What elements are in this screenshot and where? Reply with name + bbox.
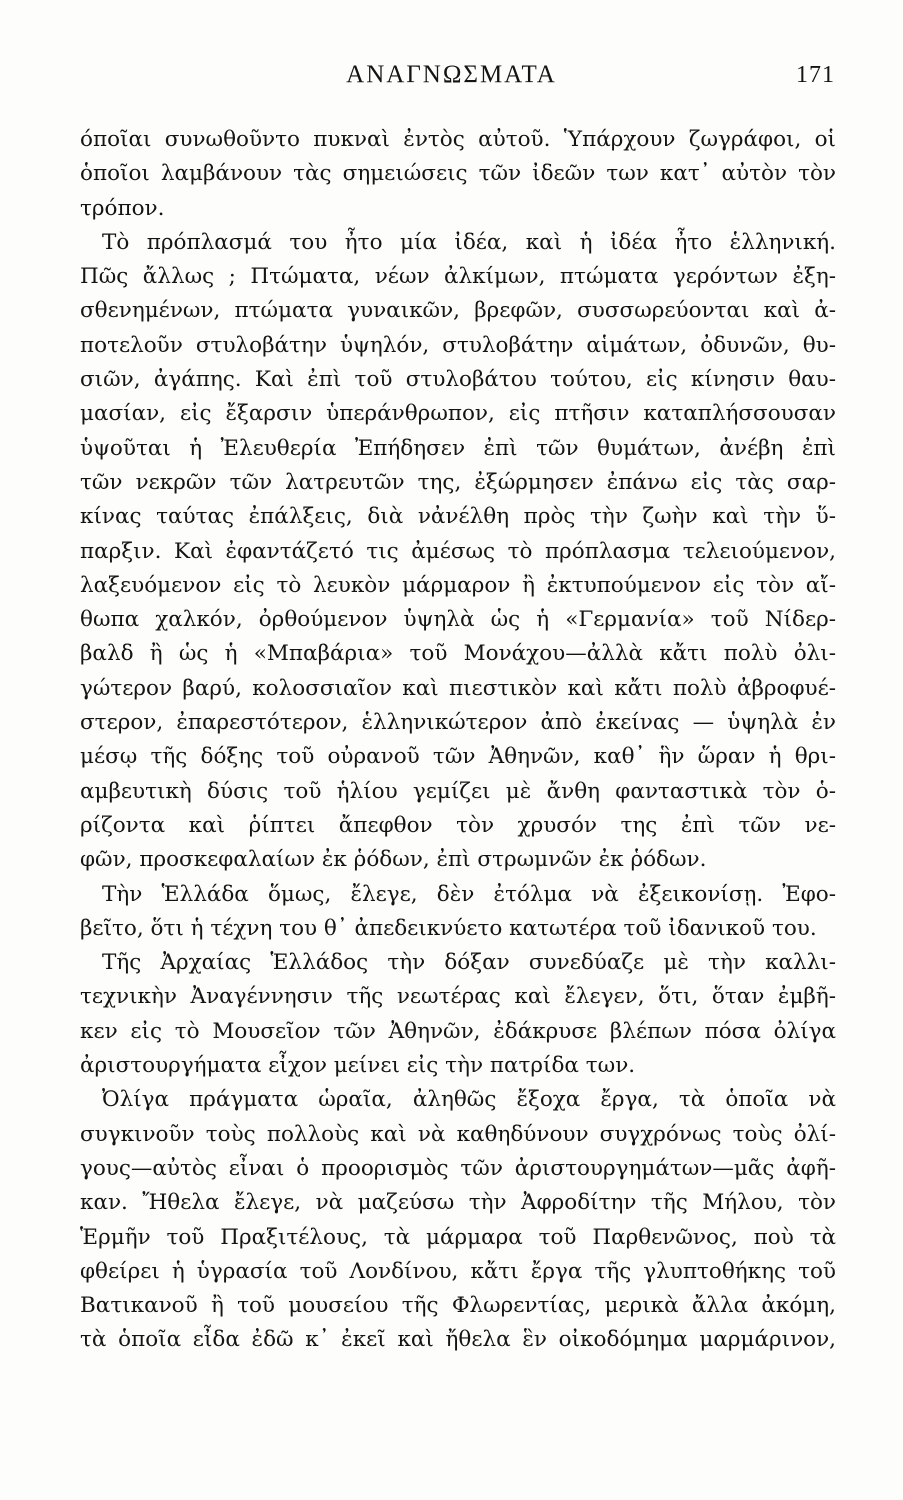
text-line: όποῖαι συνωθοῦντο πυκναὶ ἐντὸς αὐτοῦ. Ὑπάρχουν ζωγράφοι, οἱ: [80, 127, 836, 152]
text-line: μέσῳ τῆς δόξης τοῦ οὐρανοῦ τῶν Ἀθηνῶν, καθ᾽ ἣν ὥραν ἡ θρι-: [80, 744, 836, 770]
text-line: Ὀλίγα πράγματα ὡραῖα, ἀληθῶς ἔξοχα ἔργα, τὰ ὁποῖα νὰ: [102, 1087, 836, 1113]
text-line: συγκινοῦν τοὺς πολλοὺς καὶ νὰ καθηδύνουν συγχρόνως τοὺς ὀλί-: [80, 1121, 836, 1147]
text-line: Πῶς ἄλλως ; Πτώματα, νέων ἀλκίμων, πτώματα γερόντων ἐξη-: [80, 264, 836, 290]
text-line: ὑψοῦται ἡ Ἐλευθερία Ἐπήδησεν ἐπὶ τῶν θυμάτων, ἀνέβη ἐπὶ: [80, 435, 836, 461]
text-line: σιῶν, ἀγάπης. Καὶ ἐπὶ τοῦ στυλοβάτου τούτου, εἰς κίνησιν θαυ-: [80, 367, 836, 393]
text-line: φθείρει ἡ ὑγρασία τοῦ Λονδίνου, κἄτι ἔργα τῆς γλυπτοθήκης τοῦ: [80, 1258, 836, 1284]
text-line: τρόπον.: [80, 195, 165, 221]
text-line: μασίαν, εἰς ἔξαρσιν ὑπεράνθρωπον, εἰς πτῆσιν καταπλήσσουσαν: [80, 401, 836, 427]
text-line: κίνας ταύτας ἐπάλξεις, διὰ νἀνέλθη πρὸς τὴν ζωὴν καὶ τὴν ὕ-: [80, 504, 836, 530]
running-head: [0, 58, 903, 92]
text-line: τὰ ὁποῖα εἶδα ἐδῶ κ᾽ ἐκεῖ καὶ ἤθελα ἓν οἰκοδόμημα μαρμάρινον,: [80, 1327, 836, 1353]
text-line: Ἑρμῆν τοῦ Πραξιτέλους, τὰ μάρμαρα τοῦ Παρθενῶνος, ποὺ τὰ: [80, 1224, 836, 1250]
page-number: 171: [796, 62, 835, 88]
text-line: θωπα χαλκόν, ὀρθούμενον ὑψηλὰ ὡς ἡ «Γερμανία» τοῦ Νίδερ-: [80, 607, 836, 633]
text-line: Τὴν Ἑλλάδα ὅμως, ἔλεγε, δὲν ἐτόλμα νὰ ἐξεικονίσῃ. Ἐφο-: [102, 881, 836, 907]
text-line: Βατικανοῦ ἢ τοῦ μουσείου τῆς Φλωρεντίας, μερικὰ ἄλλα ἀκόμη,: [80, 1293, 836, 1319]
text-line: λαξευόμενον εἰς τὸ λευκὸν μάρμαρον ἢ ἐκτυπούμενον εἰς τὸν αἴ-: [80, 572, 836, 598]
text-line: βαλδ ἢ ὡς ἡ «Μπαβάρια» τοῦ Μονάχου—ἀλλὰ κἄτι πολὺ ὀλι-: [80, 641, 836, 667]
body-text: [80, 123, 836, 1358]
text-line: στερον, ἐπαρεστότερον, ἑλληνικώτερον ἀπὸ ἐκείνας — ὑψηλὰ ἐν: [80, 710, 836, 736]
text-line: τεχνικὴν Ἀναγέννησιν τῆς νεωτέρας καὶ ἔλεγεν, ὅτι, ὅταν ἐμβῆ-: [80, 984, 836, 1010]
text-line: φῶν, προσκεφαλαίων ἐκ ῥόδων, ἐπὶ στρωμνῶν ἐκ ῥόδων.: [80, 847, 707, 873]
text-line: γώτερον βαρύ, κολοσσιαῖον καὶ πιεστικὸν καὶ κἄτι πολὺ ἀβροφυέ-: [80, 675, 836, 701]
text-line: Τὸ πρόπλασμά του ἦτο μία ἰδέα, καὶ ἡ ἰδέα ἦτο ἑλληνική.: [102, 229, 836, 255]
text-line: βεῖτο, ὅτι ἡ τέχνη του θ᾽ ἀπεδεικνύετο κατωτέρα τοῦ ἰδανικοῦ του.: [80, 915, 817, 941]
text-line: καν. Ἤθελα ἔλεγε, νὰ μαζεύσω τὴν Ἀφροδίτην τῆς Μήλου, τὸν: [80, 1190, 836, 1216]
text-line: ποτελοῦν στυλοβάτην ὑψηλόν, στυλοβάτην αἱμάτων, ὀδυνῶν, θυ-: [80, 332, 836, 358]
running-title: ΑΝΑΓΝΩΣΜΑΤΑ: [346, 61, 557, 88]
text-line: αμβευτικὴ δύσις τοῦ ἡλίου γεμίζει μὲ ἄνθη φανταστικὰ τὸν ὁ-: [80, 778, 836, 804]
text-line: Τῆς Ἀρχαίας Ἑλλάδος τὴν δόξαν συνεδύαζε μὲ τὴν καλλι-: [102, 950, 836, 976]
text-line: παρξιν. Καὶ ἐφαντάζετό τις ἀμέσως τὸ πρόπλασμα τελειούμενον,: [80, 538, 836, 564]
text-line: ὁποῖοι λαμβάνουν τὰς σημειώσεις τῶν ἰδεῶν των κατ᾽ αὐτὸν τὸν: [80, 161, 836, 187]
text-line: σθενημένων, πτώματα γυναικῶν, βρεφῶν, συσσωρεύονται καὶ ἀ-: [80, 298, 836, 324]
text-line: γους—αὐτὸς εἶναι ὁ προορισμὸς τῶν ἀριστουργημάτων—μᾶς ἀφῆ-: [80, 1155, 836, 1181]
text-line: ρίζοντα καὶ ῥίπτει ἄπεφθον τὸν χρυσόν της ἐπὶ τῶν νε-: [80, 812, 836, 838]
text-line: κεν εἰς τὸ Μουσεῖον τῶν Ἀθηνῶν, ἐδάκρυσε βλέπων πόσα ὀλίγα: [80, 1018, 836, 1044]
text-line: τῶν νεκρῶν τῶν λατρευτῶν της, ἐξώρμησεν ἐπάνω εἰς τὰς σαρ-: [80, 469, 836, 495]
text-line: ἀριστουργήματα εἶχον μείνει εἰς τὴν πατρίδα των.: [80, 1053, 636, 1079]
